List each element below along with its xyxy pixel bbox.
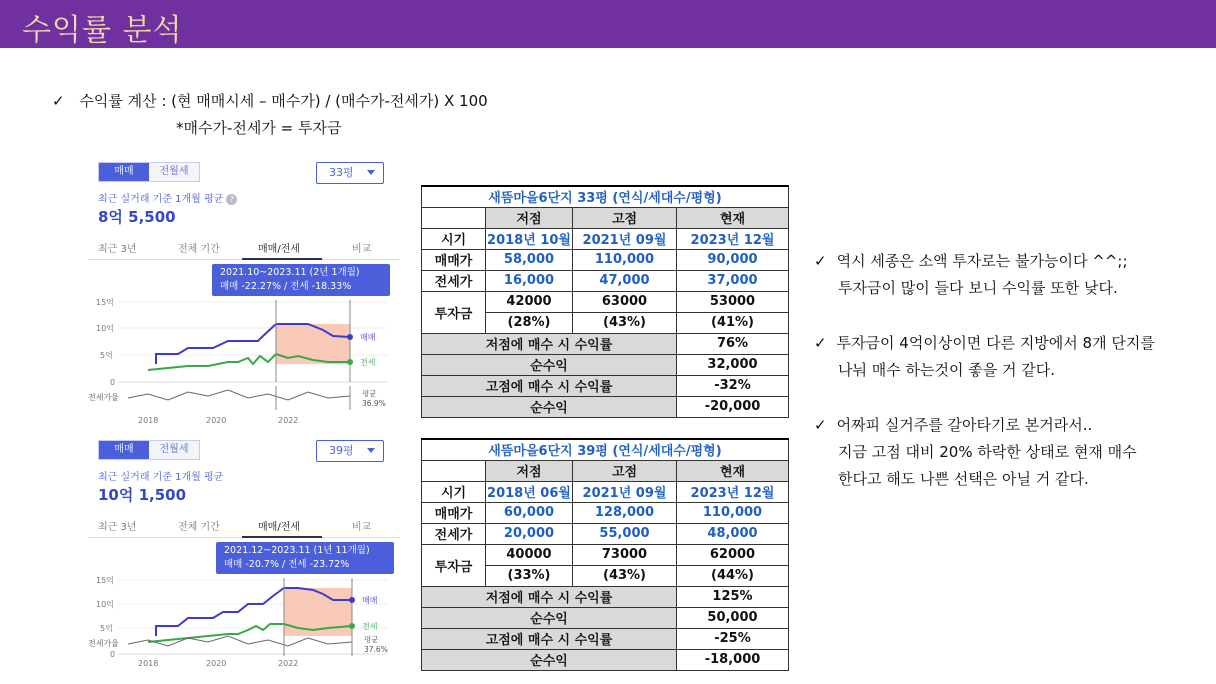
tab-jeonse[interactable]: 전월세 xyxy=(149,441,199,459)
table-row xyxy=(422,523,789,544)
row-label: 시기 xyxy=(422,481,486,502)
row-label: 매매가 xyxy=(422,502,486,523)
tab-jeonse[interactable]: 전월세 xyxy=(149,163,199,181)
legend-sale: 매매 xyxy=(360,333,376,342)
avg-label: 평균 xyxy=(364,635,379,644)
pyeong-value: 33평 xyxy=(329,166,354,179)
note-text: 지금 고점 대비 20% 하락한 상태로 현재 매수 xyxy=(838,443,1137,461)
cell: 73000 xyxy=(573,544,677,565)
cell: 16,000 xyxy=(486,270,573,291)
cell: 58,000 xyxy=(486,249,573,270)
cell: 63000 xyxy=(573,291,677,312)
cell: 2018년 10월 xyxy=(486,228,573,249)
cell: 32,000 xyxy=(677,354,789,375)
cell: 60,000 xyxy=(486,502,573,523)
col-header: 저점 xyxy=(486,207,573,228)
subtitle-text: 최근 실거래 기준 1개월 평균 xyxy=(98,472,224,483)
title-bar xyxy=(0,0,1216,48)
note-text: 역시 세종은 소액 투자로는 불가능이다 ^^;; xyxy=(836,252,1128,270)
cell: 37,000 xyxy=(677,270,789,291)
table-row xyxy=(422,228,789,249)
cell: -18,000 xyxy=(677,649,789,670)
cell: (44%) xyxy=(677,565,789,586)
cell: 62000 xyxy=(677,544,789,565)
col-header: 현재 xyxy=(677,207,789,228)
range-tooltip xyxy=(216,542,394,574)
help-icon[interactable]: ? xyxy=(226,194,237,205)
note-text: 투자금이 4억이상이면 다른 지방에서 8개 단지를 xyxy=(836,334,1155,352)
tab-all-period[interactable]: 전체 기간 xyxy=(178,244,220,255)
row-label: 고점에 매수 시 수익률 xyxy=(422,628,677,649)
row-label: 투자금 xyxy=(422,544,486,586)
table-row xyxy=(422,396,789,417)
avg-price: 10억 1,500 xyxy=(98,486,187,504)
cell: 47,000 xyxy=(573,270,677,291)
tab-sale[interactable]: 매매 xyxy=(99,163,149,181)
period-tabs xyxy=(88,238,400,260)
subtitle-text: 최근 실거래 기준 1개월 평균 xyxy=(98,194,224,205)
row-label: 순수익 xyxy=(422,649,677,670)
tab-recent-3y[interactable]: 최근 3년 xyxy=(98,522,137,533)
cell: 90,000 xyxy=(677,249,789,270)
tooltip-period: 2021.12~2023.11 (1년 11개월) xyxy=(224,545,370,556)
page-title: 수익률 분석 xyxy=(22,13,183,48)
y-tick: 5억 xyxy=(100,624,113,633)
avg-price: 8억 5,500 xyxy=(98,208,176,226)
table-title: 새뜸마을6단지 33평 (연식/세대수/평형) xyxy=(422,186,789,207)
note-1 xyxy=(814,248,1128,302)
ratio-line xyxy=(128,636,352,646)
y-tick: 15억 xyxy=(96,298,114,307)
y-tick: 10억 xyxy=(96,600,114,609)
table-title: 새뜸마을6단지 39평 (연식/세대수/평형) xyxy=(422,439,789,460)
x-tick: 2020 xyxy=(206,659,227,668)
table-row xyxy=(422,586,789,607)
x-tick: 2018 xyxy=(138,416,159,425)
x-tick: 2018 xyxy=(138,659,159,668)
return-table-33 xyxy=(421,185,789,418)
formula-note: *매수가-전세가 = 투자금 xyxy=(176,119,342,137)
ratio-label: 전세가율 xyxy=(88,393,119,402)
note-2 xyxy=(814,330,1155,384)
blank-cell xyxy=(422,207,486,228)
tooltip-period: 2021.10~2023.11 (2년 1개월) xyxy=(220,267,360,278)
row-label: 전세가 xyxy=(422,270,486,291)
x-tick: 2022 xyxy=(278,416,299,425)
note-text: 투자금이 많이 들다 보니 수익률 또한 낮다. xyxy=(838,279,1118,297)
row-label: 저점에 매수 시 수익률 xyxy=(422,333,677,354)
jeonse-point xyxy=(347,359,353,365)
period-tabs xyxy=(88,516,400,538)
check-icon: ✓ xyxy=(814,334,827,352)
cell: 2021년 09월 xyxy=(573,228,677,249)
table-row xyxy=(422,354,789,375)
y-tick: 10억 xyxy=(96,324,114,333)
table-row xyxy=(422,649,789,670)
tab-sale-jeonse[interactable]: 매매/전세 xyxy=(258,244,301,255)
table-row xyxy=(422,291,789,312)
note-3 xyxy=(814,412,1137,493)
jeonse-point xyxy=(349,623,355,629)
y-tick: 5억 xyxy=(100,351,113,360)
tab-recent-3y[interactable]: 최근 3년 xyxy=(98,244,137,255)
avg-value: 37.6% xyxy=(364,645,388,654)
row-label: 시기 xyxy=(422,228,486,249)
pyeong-select[interactable] xyxy=(316,440,384,462)
jeonse-ratio-chart xyxy=(88,632,400,672)
cell: 110,000 xyxy=(677,502,789,523)
type-toggle xyxy=(98,440,200,460)
row-label: 투자금 xyxy=(422,291,486,333)
col-header: 현재 xyxy=(677,460,789,481)
formula-text: 수익률 계산 : (현 매매시세 – 매수가) / (매수가-전세가) X 100 xyxy=(79,92,488,110)
table-row xyxy=(422,270,789,291)
cell: (43%) xyxy=(573,312,677,333)
cell: -32% xyxy=(677,375,789,396)
tab-sale-jeonse[interactable]: 매매/전세 xyxy=(258,522,301,533)
table-row xyxy=(422,333,789,354)
ratio-label: 전세가율 xyxy=(88,639,119,648)
sale-point xyxy=(347,334,353,340)
sale-point xyxy=(349,597,355,603)
x-tick: 2022 xyxy=(278,659,299,668)
cell: 20,000 xyxy=(486,523,573,544)
note-text: 한다고 해도 나쁜 선택은 아닐 거 같다. xyxy=(838,470,1089,488)
avg-label: 평균 xyxy=(362,389,377,398)
row-label: 고점에 매수 시 수익률 xyxy=(422,375,677,396)
check-icon: ✓ xyxy=(814,416,827,434)
check-icon: ✓ xyxy=(814,252,827,270)
price-chart-widget-39 xyxy=(88,438,400,668)
row-label: 저점에 매수 시 수익률 xyxy=(422,586,677,607)
price-line-chart xyxy=(88,296,400,390)
row-label: 순수익 xyxy=(422,354,677,375)
cell: 110,000 xyxy=(573,249,677,270)
range-tooltip xyxy=(212,264,390,296)
cell: 125% xyxy=(677,586,789,607)
cell: 2023년 12월 xyxy=(677,481,789,502)
return-table-39 xyxy=(421,438,789,671)
avg-subtitle xyxy=(98,468,223,483)
note-text: 나눠 매수 하는것이 좋을 거 같다. xyxy=(838,361,1055,379)
table-row xyxy=(422,502,789,523)
cell: 48,000 xyxy=(677,523,789,544)
blank-cell xyxy=(422,460,486,481)
tab-underline xyxy=(242,536,322,538)
avg-value: 36.9% xyxy=(362,399,386,408)
col-header: 저점 xyxy=(486,460,573,481)
col-header: 고점 xyxy=(573,207,677,228)
cell: -25% xyxy=(677,628,789,649)
tab-compare[interactable]: 비교 xyxy=(352,244,372,255)
col-header: 고점 xyxy=(573,460,677,481)
y-tick: 0 xyxy=(110,650,116,659)
tab-compare[interactable]: 비교 xyxy=(352,522,372,533)
check-icon: ✓ xyxy=(52,92,65,110)
tab-all-period[interactable]: 전체 기간 xyxy=(178,522,220,533)
price-chart-widget-33 xyxy=(88,160,400,425)
row-label: 순수익 xyxy=(422,396,677,417)
cell: 55,000 xyxy=(573,523,677,544)
tooltip-change: 매매 -22.27% / 전세 -18.33% xyxy=(220,281,352,292)
table-row xyxy=(422,607,789,628)
table-row xyxy=(422,544,789,565)
chevron-down-icon xyxy=(367,170,375,175)
cell: 128,000 xyxy=(573,502,677,523)
tooltip-change: 매매 -20.7% / 전세 -23.72% xyxy=(224,559,350,570)
cell: (41%) xyxy=(677,312,789,333)
x-tick: 2020 xyxy=(206,416,227,425)
avg-subtitle xyxy=(98,190,237,205)
legend-jeonse: 전세 xyxy=(362,622,378,631)
tab-underline xyxy=(242,258,322,260)
cell: (43%) xyxy=(573,565,677,586)
row-label: 순수익 xyxy=(422,607,677,628)
tab-sale[interactable]: 매매 xyxy=(99,441,149,459)
table-row xyxy=(422,375,789,396)
y-tick: 0 xyxy=(110,378,116,387)
cell: -20,000 xyxy=(677,396,789,417)
ratio-line xyxy=(128,390,350,400)
cell: 50,000 xyxy=(677,607,789,628)
table-row xyxy=(422,481,789,502)
row-label: 매매가 xyxy=(422,249,486,270)
cell: (33%) xyxy=(486,565,573,586)
jeonse-ratio-chart xyxy=(88,386,400,426)
cell: 40000 xyxy=(486,544,573,565)
cell: (28%) xyxy=(486,312,573,333)
cell: 42000 xyxy=(486,291,573,312)
y-tick: 15억 xyxy=(96,576,114,585)
note-text: 어짜피 실거주를 갈아타기로 본거라서.. xyxy=(836,416,1093,434)
row-label: 전세가 xyxy=(422,523,486,544)
cell: 53000 xyxy=(677,291,789,312)
cell: 76% xyxy=(677,333,789,354)
pyeong-select[interactable] xyxy=(316,162,384,184)
formula-line xyxy=(52,90,488,111)
legend-jeonse: 전세 xyxy=(360,358,376,367)
table-row xyxy=(422,628,789,649)
cell: 2018년 06월 xyxy=(486,481,573,502)
cell: 2023년 12월 xyxy=(677,228,789,249)
chevron-down-icon xyxy=(367,448,375,453)
pyeong-value: 39평 xyxy=(329,444,354,457)
type-toggle xyxy=(98,162,200,182)
cell: 2021년 09월 xyxy=(573,481,677,502)
table-row xyxy=(422,249,789,270)
legend-sale: 매매 xyxy=(362,596,378,605)
